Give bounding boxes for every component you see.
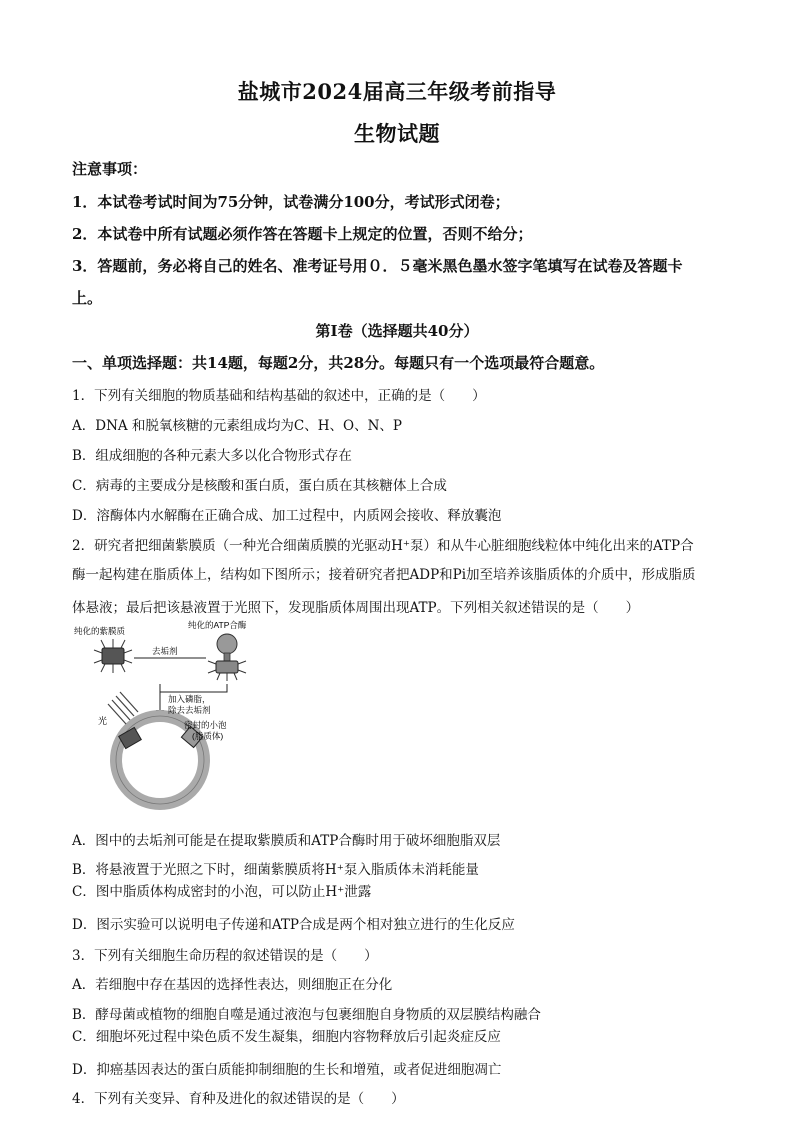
- option-c: C．细胞坏死过程中染色质不发生凝集，细胞内容物释放后引起炎症反应: [72, 1029, 501, 1045]
- label-purple-membrane: 纯化的紫膜质: [74, 626, 126, 636]
- option-a: A．DNA 和脱氧核糖的元素组成均为C、H、O、N、P: [72, 418, 402, 434]
- volume-heading: 第Ⅰ卷（选择题共40分）: [315, 322, 479, 340]
- option-a: A．若细胞中存在基因的选择性表达，则细胞正在分化: [72, 977, 393, 993]
- question-stem: 3．下列有关细胞生命历程的叙述错误的是（ ）: [72, 948, 378, 964]
- label-atp-synthase: 纯化的ATP合酶: [188, 620, 247, 630]
- label-light: 光: [98, 716, 108, 726]
- option-b: B．组成细胞的各种元素大多以化合物形式存在: [72, 448, 352, 464]
- option-a: A．图中的去垢剂可能是在提取紫膜质和ATP合酶时用于破坏细胞脂双层: [72, 833, 501, 849]
- merge-bracket: [160, 684, 227, 692]
- label-step-remove-detergent: 除去去垢剂: [168, 705, 211, 715]
- purple-membrane-protein: [94, 639, 132, 673]
- label-sealed-vesicle: 密封的小泡: [184, 720, 227, 730]
- label-step-add-lipid: 加入磷脂，: [168, 694, 211, 704]
- question-stem: 1．下列有关细胞的物质基础和结构基础的叙述中，正确的是（ ）: [72, 388, 486, 404]
- notes-heading: 注意事项：: [72, 160, 148, 178]
- label-liposome: (脂质体): [192, 731, 224, 741]
- question-stem-cont: 酶一起构建在脂质体上，结构如下图所示；接着研究者把ADP和Pi加至培养该脂质体的介质中，形成脂质: [72, 567, 696, 583]
- option-d: D．图示实验可以说明电子传递和ATP合成是两个相对独立进行的生化反应: [72, 917, 515, 933]
- exam-subtitle: 生物试题: [354, 121, 440, 146]
- atp-synthase: [208, 634, 246, 681]
- note-item: 2．本试卷中所有试题必须作答在答题卡上规定的位置，否则不给分；: [72, 225, 533, 243]
- note-item: 1．本试卷考试时间为75分钟，试卷满分100分，考试形式闭卷；: [72, 193, 510, 211]
- option-c: C．病毒的主要成分是核酸和蛋白质，蛋白质在其核糖体上合成: [72, 478, 447, 494]
- note-item: 3．答题前，务必将自己的姓名、准考证号用０．５毫米黑色墨水签字笔填写在试卷及答题卡: [72, 257, 683, 275]
- question-stem: 2．研究者把细菌紫膜质（一种光合细菌质膜的光驱动H⁺泵）和从牛心脏细胞线粒体中纯化出来的ATP合: [72, 538, 694, 554]
- label-detergent: 去垢剂: [152, 646, 178, 656]
- question-stem: 4．下列有关变异、育种及进化的叙述错误的是（ ）: [72, 1091, 405, 1107]
- note-item: 上。: [72, 289, 103, 307]
- liposome-figure: [72, 620, 252, 810]
- option-d: D．溶酶体内水解酶在正确合成、加工过程中，内质网会接收、释放囊泡: [72, 508, 502, 524]
- exam-title: 盐城市2024届高三年级考前指导: [237, 79, 557, 104]
- option-b: B．将悬液置于光照之下时，细菌紫膜质将H⁺泵入脂质体未消耗能量: [72, 862, 479, 878]
- option-b: B．酵母菌或植物的细胞自噬是通过液泡与包裹细胞自身物质的双层膜结构融合: [72, 1007, 541, 1023]
- option-c: C．图中脂质体构成密封的小泡，可以防止H⁺泄露: [72, 884, 372, 900]
- part-heading: 一、单项选择题：共14题，每题2分，共28分。每题只有一个选项最符合题意。: [72, 354, 605, 372]
- question-stem-cont: 体悬液；最后把该悬液置于光照下，发现脂质体周围出现ATP。下列相关叙述错误的是（ ）: [72, 600, 640, 616]
- option-d: D．抑癌基因表达的蛋白质能抑制细胞的生长和增殖，或者促进细胞凋亡: [72, 1062, 502, 1078]
